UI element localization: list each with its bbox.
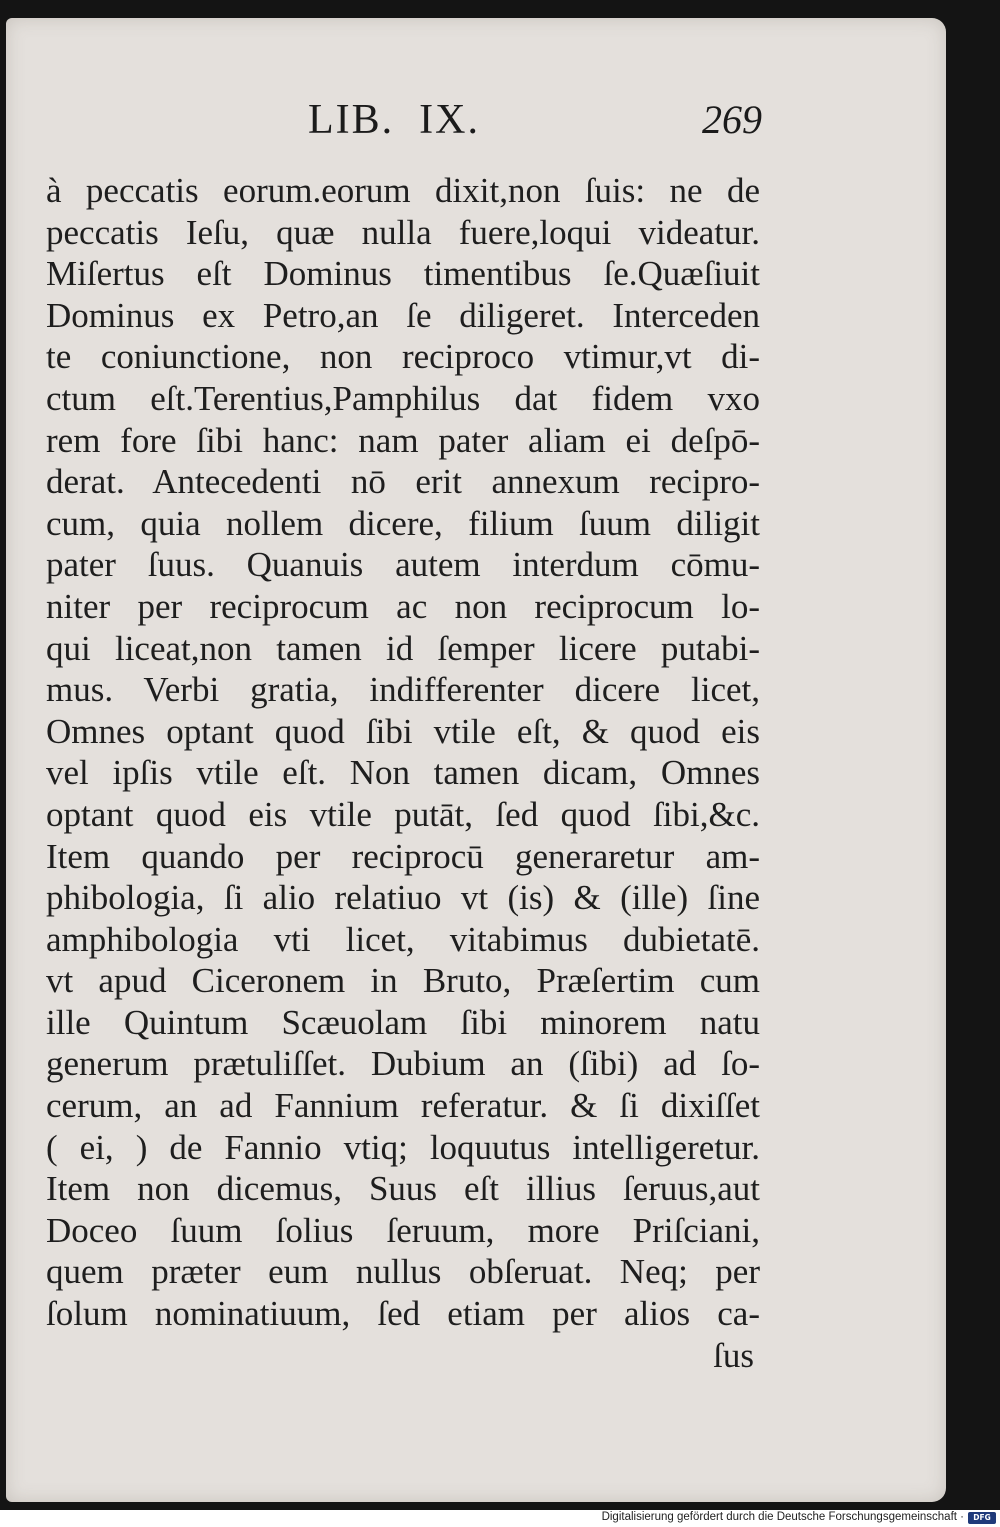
text-line: vt apud Ciceronem in Bruto, Præſertim cum	[46, 961, 760, 1001]
body-text	[46, 170, 760, 1380]
text-line: ille Quintum Scæuolam ſibi minorem natu	[46, 1002, 760, 1042]
text-line: Omnes optant quod ſibi vtile eſt, & quod eis	[46, 711, 760, 751]
text-line: Dominus ex Petro,an ſe diligeret. Interceden	[46, 295, 760, 335]
text-line: phibologia, ſi alio relatiuo vt (is) & (ille) ſine	[46, 878, 760, 918]
text-line: optant quod eis vtile putāt, ſed quod ſibi,&c.	[46, 794, 760, 834]
text-line: quem præter eum nullus obſeruat. Neq; per	[46, 1252, 760, 1292]
funding-credit: Digitalisierung gefördert durch die Deutsche Forschungsgemeinschaft ·	[601, 1511, 964, 1523]
text-line: à peccatis eorum.eorum dixit,non ſuis: ne de	[46, 171, 760, 210]
text-line: pater ſuus. Quanuis autem interdum cōmu-	[46, 545, 760, 585]
text-line: niter per reciprocum ac non reciprocum lo-	[46, 586, 760, 626]
text-line: amphibologia vti licet, vitabimus dubietatē.	[46, 919, 760, 959]
text-line: Item non dicemus, Suus eſt illius ſeruus,aut	[46, 1169, 760, 1209]
text-line: mus. Verbi gratia, indifferenter dicere licet,	[46, 670, 760, 710]
text-line: vel ipſis vtile eſt. Non tamen dicam, Omnes	[46, 753, 760, 793]
footer-bar	[0, 1510, 1000, 1527]
text-line: derat. Antecedenti nō erit annexum recipro-	[46, 462, 760, 502]
text-line: qui liceat,non tamen id ſemper licere putabi-	[46, 628, 760, 668]
page-number: 269	[702, 97, 762, 142]
running-head	[50, 96, 762, 148]
text-line: generum prætuliſſet. Dubium an (ſibi) ad ſo-	[46, 1044, 760, 1084]
text-line: ( ei, ) de Fannio vtiq; loquutus intelligeretur.	[46, 1127, 760, 1167]
text-line: rem fore ſibi hanc: nam pater aliam ei deſpō-	[46, 420, 760, 460]
text-line: peccatis Ieſu, quæ nulla fuere,loqui videatur.	[46, 212, 760, 252]
text-line: Doceo ſuum ſolius ſeruum, more Priſciani,	[46, 1210, 760, 1250]
running-head-title: LIB. IX.	[308, 97, 480, 143]
text-line: ctum eſt.Terentius,Pamphilus dat fidem vxo	[46, 378, 760, 418]
text-line: Miſertus eſt Dominus timentibus ſe.Quæſiuit	[46, 254, 760, 294]
text-line: ſolum nominatiuum, ſed etiam per alios ca-	[46, 1294, 760, 1334]
text-line: cum, quia nollem dicere, filium ſuum diligit	[46, 503, 760, 543]
catchword: ſus	[713, 1335, 754, 1375]
book-page	[6, 18, 946, 1502]
text-line: Item quando per reciprocū generaretur am-	[46, 836, 760, 876]
text-line: cerum, an ad Fannium referatur. & ſi dixiſſet	[46, 1086, 760, 1126]
text-line: te coniunctione, non reciproco vtimur,vt di-	[46, 337, 760, 377]
dfg-logo: DFG	[968, 1512, 996, 1524]
